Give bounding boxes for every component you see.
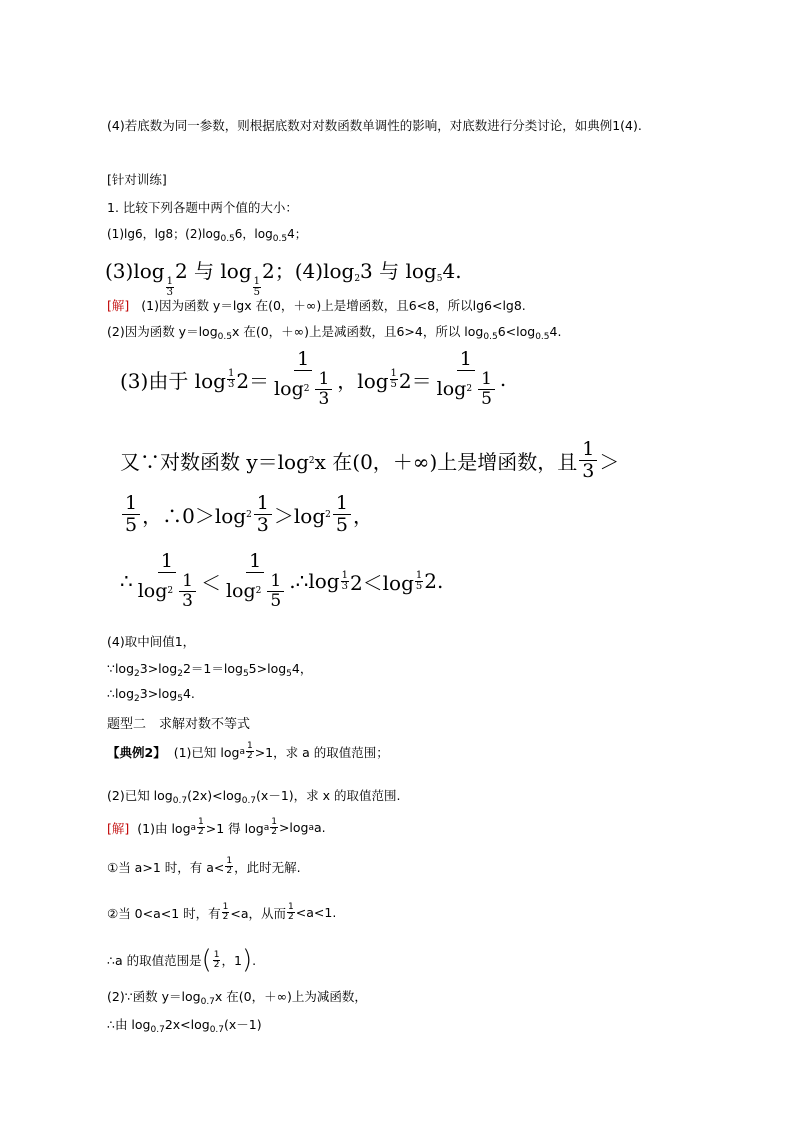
sol4-l2-f: 5	[242, 669, 249, 679]
fraction-one-third	[579, 440, 597, 482]
q1-p12-b: 0.5	[220, 234, 235, 244]
right-paren: )	[241, 945, 253, 975]
frac-num: 1	[254, 494, 272, 515]
greater-than: ＞	[599, 450, 620, 475]
sol3-l1-b: 2＝	[236, 368, 270, 393]
log-base: 2	[167, 585, 174, 596]
frac-den: 2	[198, 827, 204, 837]
fraction-reciprocal-log-third	[135, 552, 199, 610]
solb-l1-d: a	[263, 822, 270, 833]
ex2-l2-a: (2)已知 log	[107, 788, 173, 803]
fraction-one-third	[227, 369, 235, 390]
ex2-l1-c: >1，求 a 的取值范围；	[254, 744, 389, 760]
frac-den: 5	[253, 287, 261, 298]
sol3-l4-b: ＜	[200, 570, 221, 595]
q1-p12-c: 6，log	[234, 227, 273, 241]
ex2-l1-b: a	[239, 746, 245, 757]
log-base: 2	[246, 509, 252, 520]
range-b: ，1	[221, 953, 242, 968]
solution-3-line-1	[120, 350, 506, 408]
fraction-one-third	[341, 571, 349, 592]
solution-4-line-2	[107, 659, 312, 679]
question-1-parts-1-2	[107, 225, 307, 244]
frac-num: 1	[122, 494, 140, 515]
q1-p34-g: 4.	[442, 259, 462, 283]
case1-b: ，此时无解.	[234, 859, 301, 875]
sol3-l4-e: 2.	[424, 569, 444, 594]
frac-num: 1	[271, 817, 277, 827]
fraction-one-fifth	[122, 494, 140, 536]
p2-l2-e: (x－1)	[224, 1017, 262, 1032]
frac-den: 2	[246, 751, 253, 761]
sol4-l2-c: 3>log	[139, 661, 178, 676]
sol4-l3-b: 2	[134, 694, 140, 704]
sol3-l3-b: ＞log	[273, 504, 326, 529]
part-2-line-2	[107, 1015, 262, 1035]
frac-den: 5	[390, 378, 397, 390]
fraction-one-third	[166, 277, 174, 298]
inner-fraction	[267, 570, 284, 611]
ex2-l2-c: (2x)<log	[187, 788, 242, 803]
frac-den: 3	[582, 459, 595, 482]
sol4-l2-a: ∵log	[107, 661, 135, 676]
sol4-l3-c: 3>log	[139, 686, 178, 701]
fraction-one-half	[270, 818, 278, 837]
sol3-l1-c: ，log	[337, 368, 389, 393]
frac-num: 1	[390, 367, 397, 379]
frac-num: 1	[415, 569, 423, 581]
solution-3-line-4	[120, 552, 443, 610]
sol2-d: 0.5	[483, 332, 498, 342]
log-text: log	[274, 378, 304, 401]
q1-p34-a: (3)log	[105, 259, 165, 283]
solb-l1-e: >log	[278, 820, 309, 835]
frac-num: 1	[158, 552, 176, 573]
solution-b-line-1	[107, 818, 326, 837]
frac-den: 2	[271, 827, 277, 837]
frac-num: 1	[198, 817, 204, 827]
frac-den: 2	[288, 912, 294, 922]
inner-num: 1	[315, 371, 332, 390]
solution-3-line-2	[120, 440, 619, 482]
sol3-l4-c: .∴log	[289, 569, 340, 594]
frac-num: 1	[227, 367, 235, 379]
fraction-reciprocal-log-fifth	[434, 350, 498, 408]
q1-p34-e: 3 与 log	[360, 259, 437, 283]
solution-2	[107, 322, 561, 342]
frac-den: 5	[125, 513, 138, 536]
left-paren: (	[201, 945, 212, 975]
case1-a: ①当 a>1 时，有 a<	[107, 859, 225, 875]
p2-l1-a: (2)∵函数 y＝log	[107, 989, 201, 1004]
frac-num: 1	[253, 276, 261, 287]
frac-num: 1	[226, 856, 233, 866]
method-note-text: (4)若底数为同一参数，则根据底数对对数函数单调性的影响，对底数进行分类讨论，如典例1(4).	[107, 118, 642, 133]
solb-l1-f: a	[308, 822, 314, 833]
case-2	[107, 903, 336, 922]
sol2-f: 0.5	[535, 332, 550, 342]
frac-den: 3	[166, 287, 173, 298]
fraction-one-fifth	[253, 277, 261, 298]
solb-l1-g: a.	[314, 820, 326, 835]
sol3-l1-a: (3)由于 log	[120, 368, 226, 393]
case2-c: <a<1.	[295, 905, 337, 920]
solution-4-line-3	[107, 686, 195, 704]
inner-num: 1	[267, 573, 284, 592]
fraction-one-half	[197, 818, 205, 837]
frac-num: 1	[246, 741, 253, 751]
p2-l2-c: 2x<log	[164, 1017, 210, 1032]
ex2-l1-a: (1)已知 log	[173, 744, 240, 760]
inner-den: 5	[270, 590, 282, 611]
frac-den: 3	[227, 378, 235, 390]
frac-den: 2	[226, 866, 233, 876]
sol2-b: 0.5	[217, 332, 232, 342]
frac-num: 1	[341, 569, 348, 581]
frac-den: 5	[335, 513, 348, 536]
sol2-c: x 在(0，＋∞)上是减函数，且6>4，所以 log	[231, 324, 484, 339]
ex2-l2-b: 0.7	[172, 796, 188, 806]
log-text: log	[225, 580, 256, 603]
method-note-4	[107, 116, 642, 134]
sol3-l1-d: 2＝	[398, 368, 432, 393]
inner-num: 1	[179, 573, 196, 592]
frac-den	[223, 570, 287, 611]
frac-den	[271, 368, 335, 409]
sol4-l3-e: 4.	[182, 686, 195, 701]
frac-num: 1	[579, 440, 597, 461]
range-c: .	[252, 952, 257, 968]
log-base: 2	[303, 383, 310, 394]
inner-fraction	[478, 368, 495, 409]
frac-den: 3	[341, 580, 348, 592]
inner-num: 1	[478, 371, 495, 390]
case-1	[107, 857, 301, 876]
p2-l1-c: x 在(0，＋∞)上为减函数，	[214, 989, 367, 1004]
log-text: log	[137, 580, 168, 603]
p2-l2-b: 0.7	[150, 1025, 165, 1035]
frac-den: 3	[256, 513, 269, 536]
sol3-l2-c: x 在(0，＋∞)上是增函数，且	[314, 450, 578, 475]
solb-l1-b: a	[190, 822, 197, 833]
fraction-reciprocal-log-fifth	[223, 552, 287, 610]
sol3-l3-c: ，	[352, 504, 373, 529]
fraction-one-half	[287, 903, 295, 922]
training-header-text: [针对训练]	[107, 172, 167, 187]
sol4-l2-g: 5>log	[248, 661, 287, 676]
sol2-g: 4.	[549, 324, 562, 339]
example-label: 【典例2】	[107, 744, 166, 760]
solution-3-line-3	[120, 494, 373, 536]
q1-p34-c: 2；(4)log	[262, 259, 355, 283]
frac-num: 1	[213, 949, 220, 960]
solb-l1-a: (1)由 log	[137, 820, 191, 836]
frac-num: 1	[166, 276, 173, 287]
sol2-a: (2)因为函数 y＝log	[107, 324, 218, 339]
question-1-title	[107, 198, 298, 216]
sol4-l3-d: 5	[177, 694, 183, 704]
q1-p12-a: (1)lg6，lg8；(2)log	[107, 227, 221, 241]
case2-b: <a，从而	[230, 905, 287, 921]
fraction-one-half	[222, 903, 230, 922]
solution-label: [解]	[107, 820, 130, 836]
example-2-line-2	[107, 786, 400, 806]
log-base: 2	[255, 585, 262, 596]
fraction-one-half	[213, 951, 221, 970]
sol3-l1-e: .	[499, 367, 507, 392]
frac-num: 1	[457, 350, 475, 371]
fraction-one-fifth	[415, 571, 423, 592]
solution-label: [解]	[107, 298, 130, 313]
frac-num: 1	[288, 902, 294, 912]
solution-1-text: (1)因为函数 y＝lgx 在(0，＋∞)上是增函数，且6<8，所以lg6<lg8.	[141, 298, 526, 313]
sol4-l3-a: ∴log	[107, 686, 135, 701]
q1-p12-e: 4；	[287, 227, 307, 241]
frac-num: 1	[294, 350, 312, 371]
fraction-one-half	[225, 857, 233, 876]
p2-l1-b: 0.7	[200, 997, 215, 1007]
inner-den: 3	[182, 590, 193, 611]
frac-den: 2	[222, 912, 229, 922]
q1-p34-d: 2	[354, 274, 361, 284]
sol4-l2-d: 2	[177, 669, 183, 679]
solution-1	[107, 296, 526, 314]
sol4-l2-e: 2＝1＝log	[182, 661, 243, 676]
case2-a: ②当 0<a<1 时，有	[107, 905, 221, 921]
frac-num: 1	[246, 552, 264, 573]
frac-num: 1	[333, 494, 351, 515]
inner-den: 3	[318, 388, 330, 409]
fraction-one-fifth	[390, 369, 398, 390]
sol4-l2-h: 5	[286, 669, 292, 679]
sol4-l2-i: 4，	[291, 661, 313, 676]
frac-den: 2	[213, 959, 220, 970]
training-header	[107, 170, 167, 188]
question-1-parts-3-4	[105, 255, 462, 298]
part-2-line-1	[107, 987, 367, 1007]
q1-p34-b: 2 与 log	[174, 259, 252, 283]
log-text: log	[436, 378, 467, 401]
inner-fraction	[315, 368, 332, 409]
sol4-l1: (4)取中间值1，	[107, 634, 196, 649]
log-base: 2	[466, 383, 473, 394]
sol4-l2-b: 2	[134, 669, 140, 679]
ex2-l2-e: (x－1)，求 x 的取值范围.	[256, 788, 401, 803]
sol3-l2-b: 2	[308, 455, 315, 466]
frac-den: 5	[415, 580, 423, 592]
sol3-l2-a: 又∵对数函数 y＝log	[120, 450, 309, 475]
ex2-l2-d: 0.7	[241, 796, 257, 806]
solution-4-line-1	[107, 632, 195, 650]
fraction-reciprocal-log-third	[271, 350, 335, 408]
sol3-l3-a: ，∴0＞log	[142, 504, 247, 529]
q1-p34-f: 5	[436, 274, 443, 284]
solb-l1-c: >1 得 log	[205, 820, 264, 836]
fraction-one-fifth	[333, 494, 351, 536]
question-1-title-text: 1. 比较下列各题中两个值的大小：	[107, 200, 298, 215]
log-base: 2	[325, 509, 331, 520]
inner-den: 5	[481, 388, 492, 409]
example-2-line-1	[107, 742, 389, 761]
p2-l2-a: ∴由 log	[107, 1017, 151, 1032]
frac-den	[135, 570, 199, 611]
fraction-one-half	[246, 742, 254, 761]
q1-p12-d: 0.5	[272, 234, 288, 244]
section-title-type-2	[107, 713, 250, 732]
section-title-text: 题型二 求解对数不等式	[107, 717, 251, 732]
p2-l2-d: 0.7	[209, 1025, 225, 1035]
inner-fraction	[179, 570, 196, 611]
frac-num: 1	[222, 902, 229, 912]
frac-den	[434, 368, 498, 409]
fraction-one-third	[254, 494, 272, 536]
sol3-l4-a: ∴	[120, 569, 133, 594]
range-line	[107, 945, 256, 975]
sol3-l4-d: 2＜log	[349, 570, 414, 595]
sol2-e: 6<log	[497, 324, 536, 339]
range-a: ∴a 的取值范围是	[107, 953, 202, 968]
